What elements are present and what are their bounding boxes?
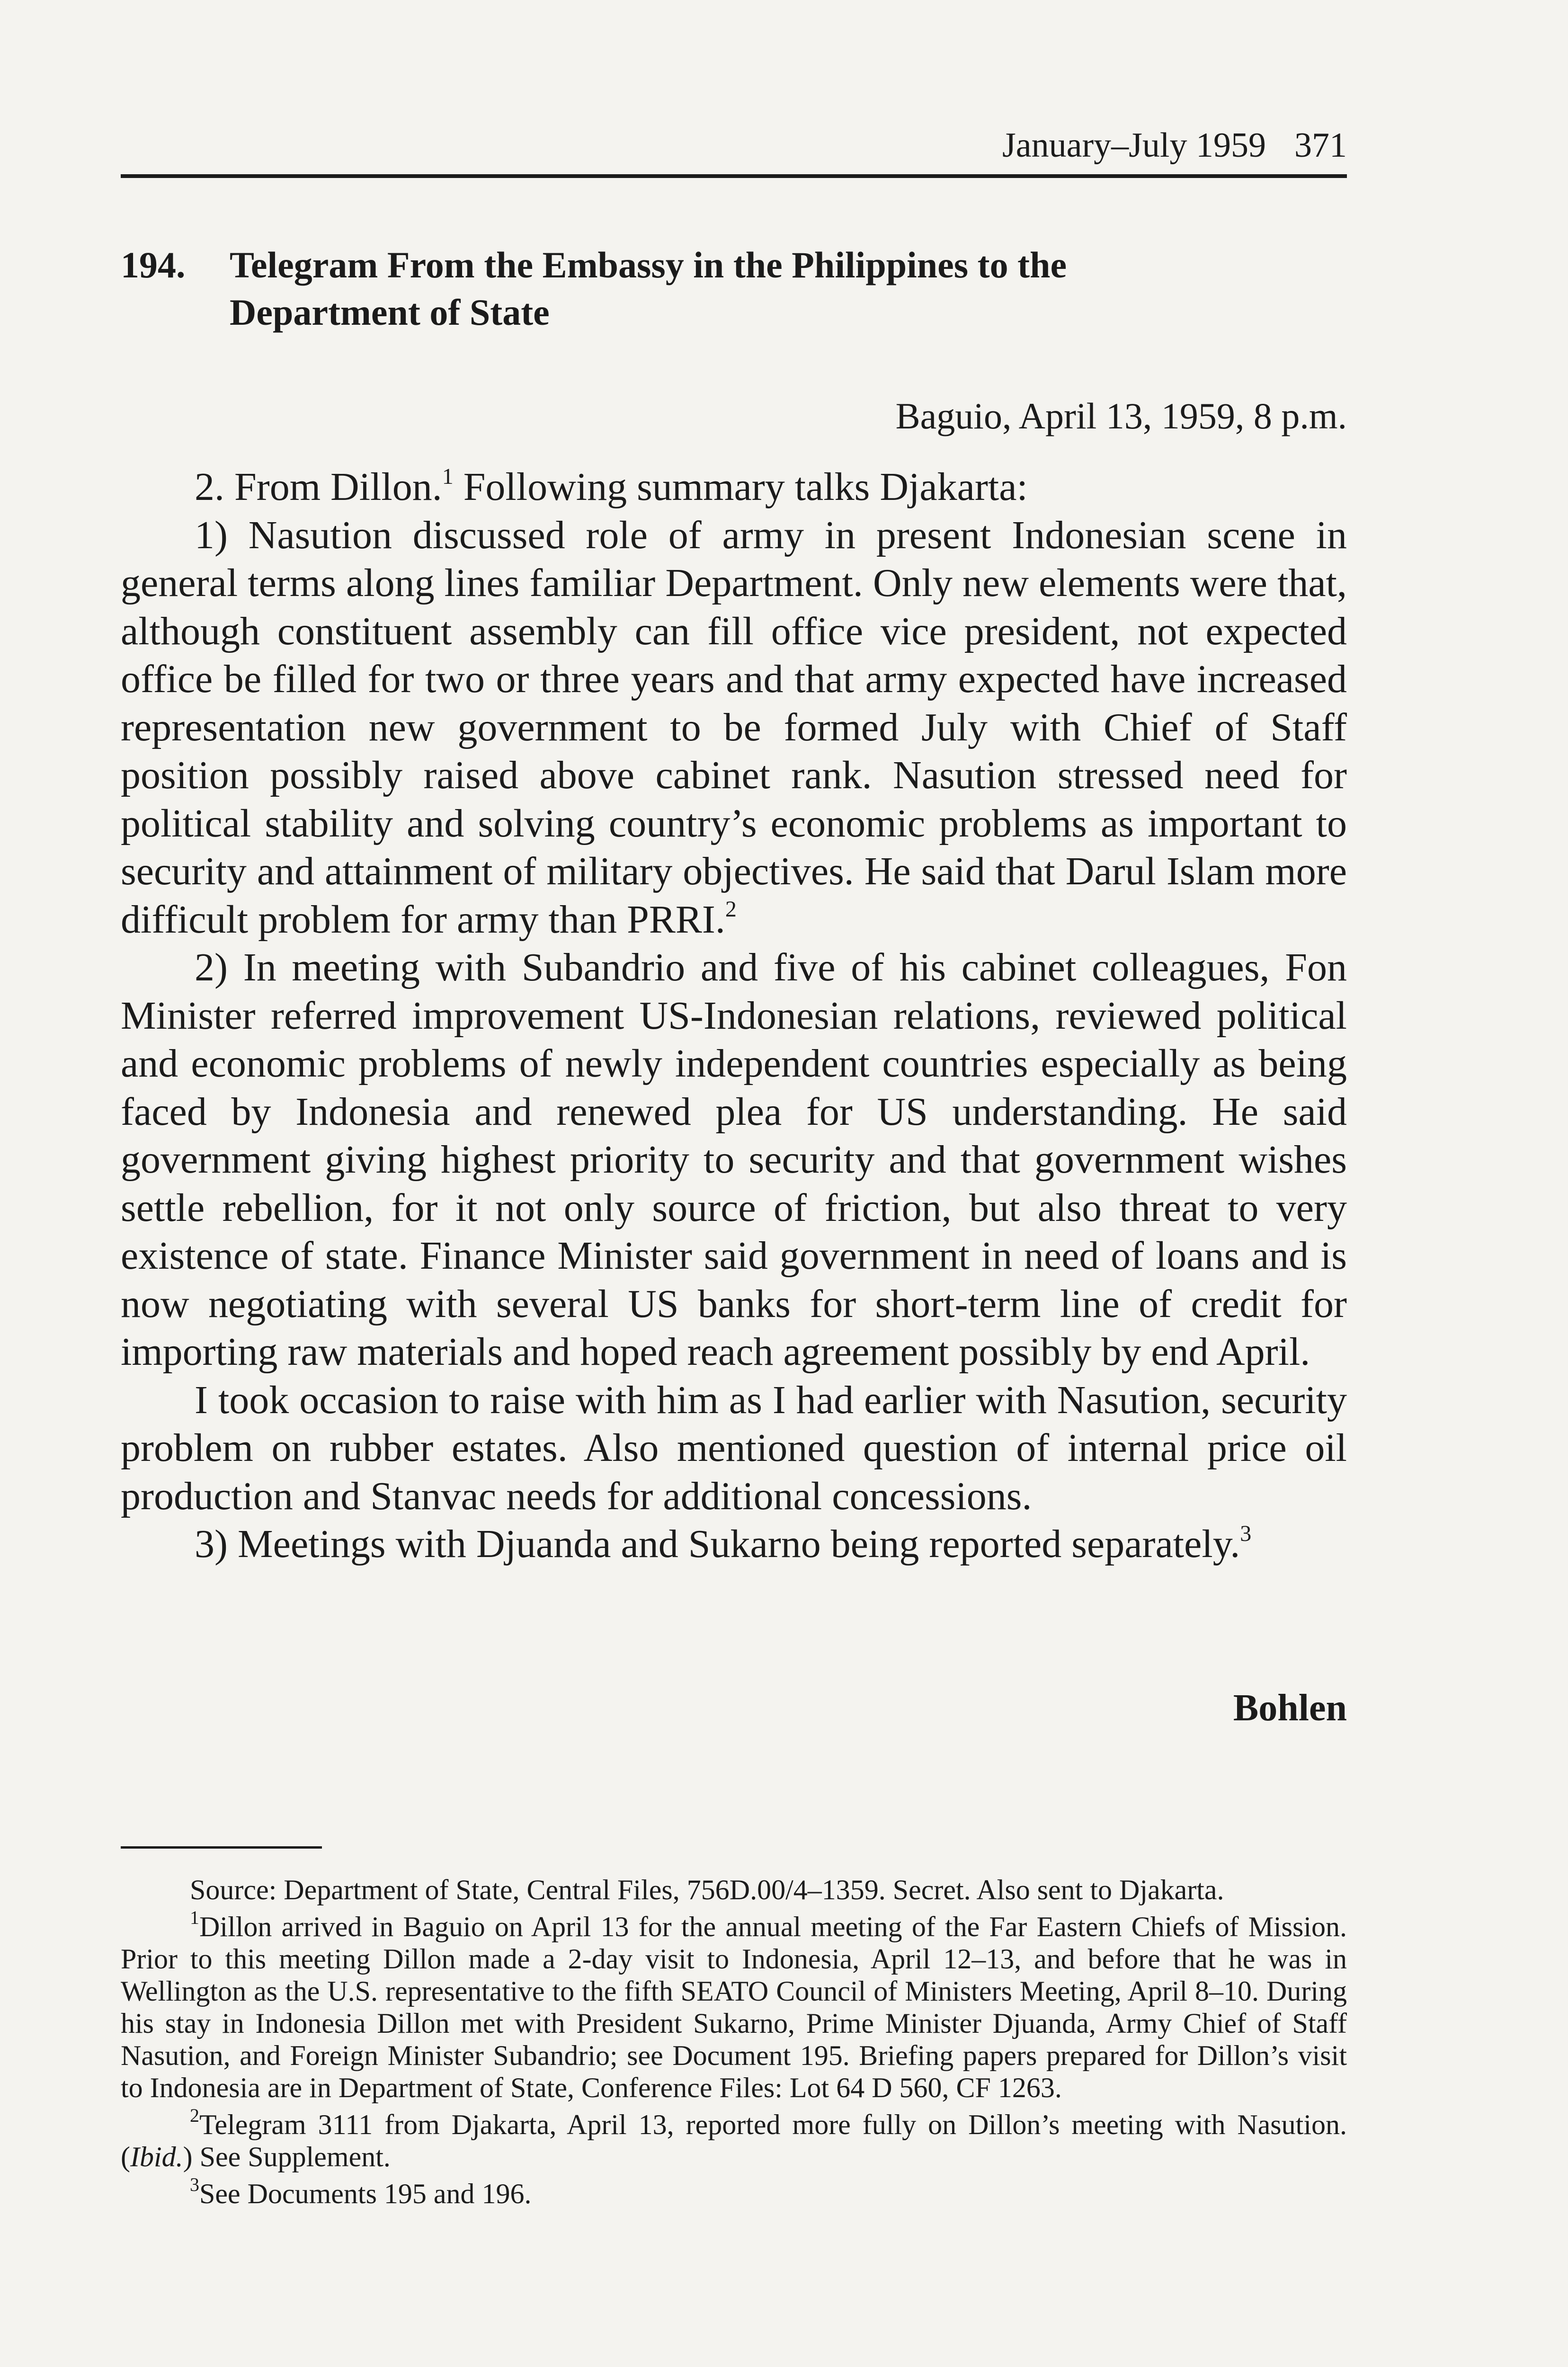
intro-text: 2. From Dillon. [195, 465, 442, 509]
signature: Bohlen [1233, 1687, 1347, 1729]
paragraph-4-text: 3) Meetings with Djuanda and Sukarno being reported separately. [195, 1522, 1240, 1566]
footnote-1 [121, 1907, 1347, 2104]
footnote-2 [121, 2105, 1347, 2173]
title-line-1: Telegram From the Embassy in the Philippines to the [230, 244, 1067, 285]
running-title: January–July 1959 [1002, 126, 1266, 165]
page-number: 371 [1294, 126, 1347, 165]
footnote-3 [121, 2174, 1347, 2210]
footnotes [121, 1874, 1347, 2215]
footnote-1-text: Dillon arrived in Baguio on April 13 for the annual meeting of the Far Eastern Chiefs of Mission. Prior to this meeting Dillon made a 2-day visit to Indonesia, April 12–13, and before that he was in Wellington as the U.S. representative to the fifth SEATO Council of Ministers Meeting, April 8–10. During his stay in Indonesia Dillon met with President Sukarno, Prime Minister Djuanda, Army Chief of Staff Nasution, and Foreign Minister Subandrio; see Document 195. Briefing papers prepared for Dillon’s visit to Indonesia are in Department of State, Conference Files: Lot 64 D 560, CF 1263. [121, 1911, 1347, 2103]
footnote-ref-1: 1 [442, 464, 454, 489]
document-number: 194. [121, 244, 186, 285]
footnote-ref-3: 3 [1240, 1521, 1252, 1546]
footnote-2-tail: ) See Supplement. [183, 2141, 391, 2172]
footnote-rule [121, 1846, 322, 1849]
paragraph-2: 2) In meeting with Subandrio and five of his cabinet colleagues, Fon Minister referred improvement US-Indonesian relations, reviewed political and economic problems of newly independent countries especially as being faced by Indonesia and renewed plea for US understanding. He said government giving highest priority to security and that government wishes settle rebellion, for it not only source of friction, but also threat to very existence of state. Finance Minister said government in need of loans and is now negotiating with several US banks for short-term line of credit for importing raw materials and hoped reach agreement possibly by end April. [121, 945, 1347, 1374]
paragraph-3: I took occasion to raise with him as I had earlier with Nasution, security problem on rubber estates. Also mentioned question of internal price oil production and Stanvac needs for additional concessions. [121, 1378, 1347, 1518]
dateline: Baguio, April 13, 1959, 8 p.m. [895, 395, 1347, 436]
footnote-3-text: See Documents 195 and 196. [199, 2178, 532, 2209]
running-header [121, 128, 1347, 163]
footnote-3-mark: 3 [190, 2174, 199, 2195]
paragraph-1 [121, 511, 1347, 944]
paragraph-4 [121, 1520, 1347, 1568]
intro-rest: Following summary talks Djakarta: [453, 465, 1028, 509]
paragraph-1-text: 1) Nasution discussed role of army in present Indonesian scene in general terms along lines familiar Department. Only new elements were that, although constituent assembly can fill office vice president, not expected office be filled for two or three years and that army expected have increased representation new government to be formed July with Chief of Staff position possibly raised above cabinet rank. Nasution stressed need for political stability and solving country’s economic problems as important to security and attainment of military objectives. He said that Darul Islam more difficult problem for army than PRRI. [121, 513, 1347, 942]
paragraph-intro [121, 463, 1347, 511]
footnote-1-mark: 1 [190, 1907, 199, 1928]
document-title [121, 241, 1347, 336]
footnote-source: Source: Department of State, Central Files, 756D.00/4–1359. Secret. Also sent to Djakarta. [190, 1874, 1224, 1905]
footnote-2-mark: 2 [190, 2105, 199, 2126]
telegram-body [121, 463, 1347, 1568]
footnote-2-text: Telegram 3111 from Djakarta, April 13, reported more fully on Dillon’s meeting with Nasution. ( [121, 2109, 1347, 2172]
header-rule [121, 174, 1347, 178]
footnote-ref-2: 2 [725, 896, 737, 922]
title-line-2: Department of State [230, 292, 550, 333]
footnote-2-ibid: Ibid. [130, 2141, 183, 2172]
